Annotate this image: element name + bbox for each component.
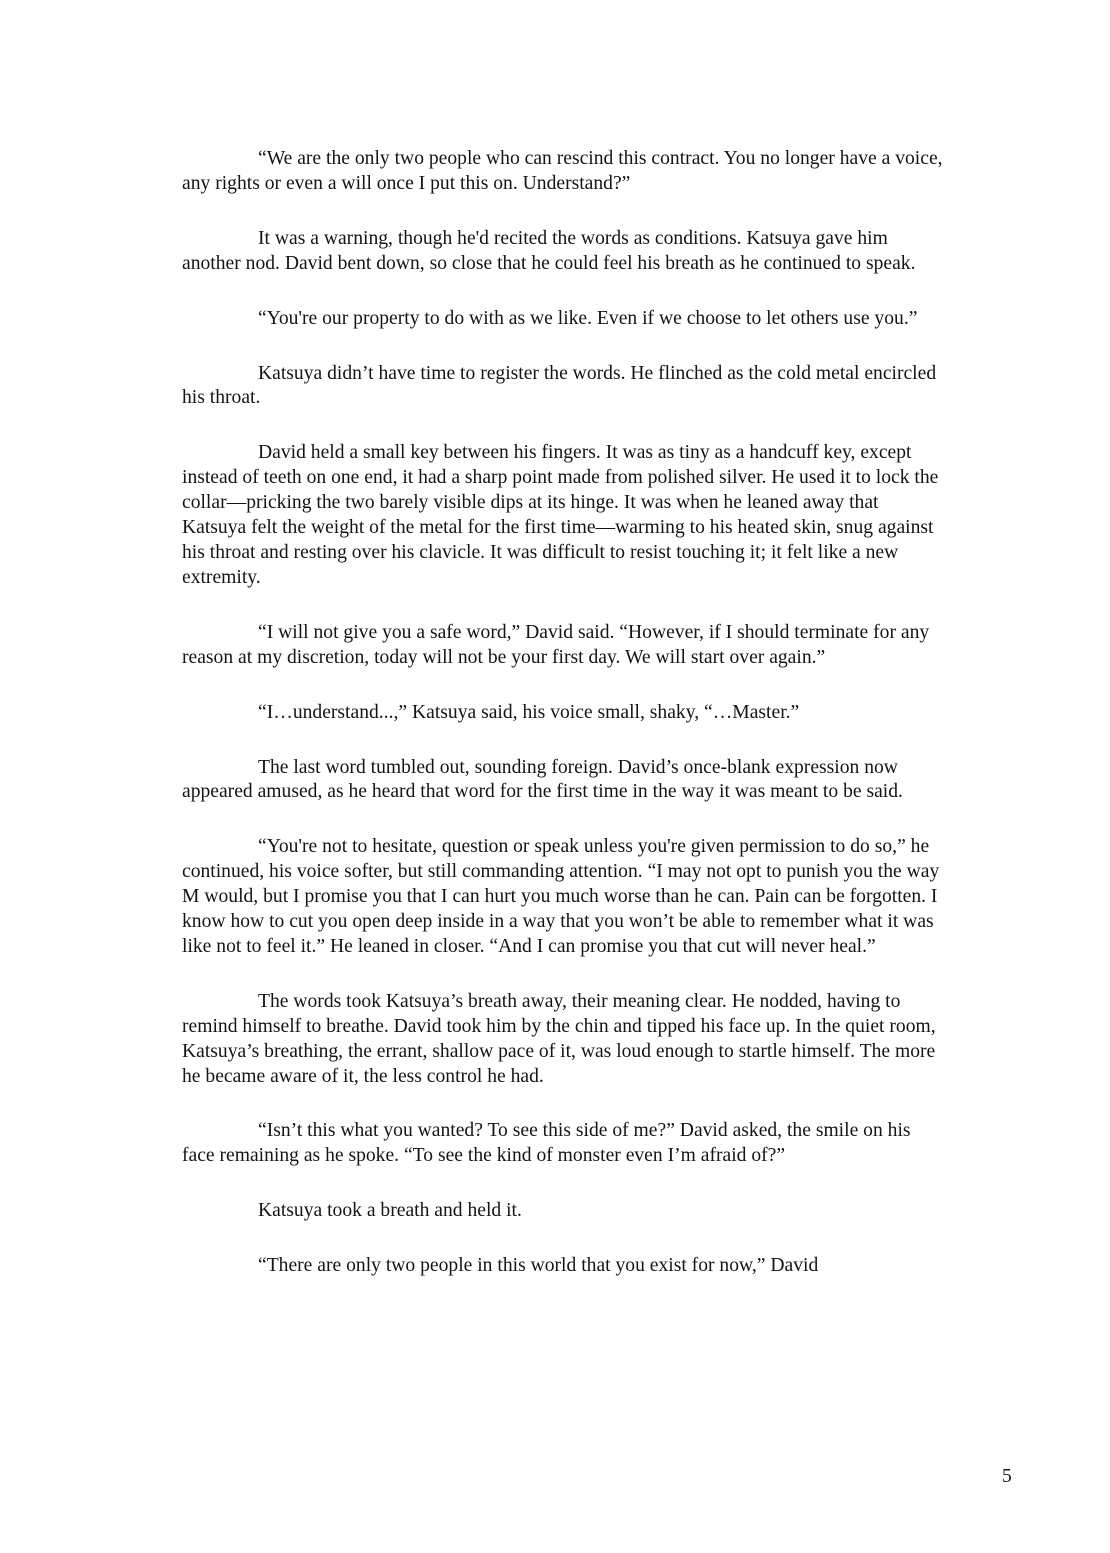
page-number: 5 — [1002, 1466, 1012, 1487]
paragraph-2: It was a warning, though he'd recited the words as conditions. Katsuya gave him another nod. David bent down, so close that he could feel his breath as he continued to speak. — [182, 227, 916, 274]
body-text — [182, 147, 944, 1309]
paragraph-1: “We are the only two people who can rescind this contract. You no longer have a voice, any rights or even a will once I put this on. Understand?” — [182, 148, 943, 194]
paragraph-10: The words took Katsuya’s breath away, their meaning clear. He nodded, having to remind himself to breathe. David took him by the chin and tipped his face up. In the quiet room, Katsuya’s breathing, the errant, shallow pace of it, was loud enough to startle himself. The more he became aware of it, the less control he had. — [182, 990, 936, 1087]
paragraph-12: Katsuya took a breath and held it. — [258, 1200, 522, 1222]
paragraph-3: “You're our property to do with as we like. Even if we choose to let others use you.” — [258, 307, 918, 329]
paragraph-5: David held a small key between his fingers. It was as tiny as a handcuff key, except instead of teeth on one end, it had a sharp point made from polished silver. He used it to lock the collar—pricking the two barely visible dips at its hinge. It was when he leaned away that Katsuya felt the weight of the metal for the first time—warming to his heated skin, snug against his throat and resting over his clavicle. It was difficult to resist touching it; it felt like a new extremity. — [182, 442, 939, 588]
paragraph-13: “There are only two people in this world that you exist for now,” David — [258, 1255, 819, 1277]
paragraph-7: “I…understand...,” Katsuya said, his voice small, shaky, “…Master.” — [258, 701, 800, 723]
paragraph-11: “Isn’t this what you wanted? To see this side of me?” David asked, the smile on his face remaining as he spoke. “To see the kind of monster even I’m afraid of?” — [182, 1120, 911, 1167]
paragraph-8: The last word tumbled out, sounding foreign. David’s once-blank expression now appeared amused, as he heard that word for the first time in the way it was meant to be said. — [182, 756, 903, 803]
paragraph-6: “I will not give you a safe word,” David said. “However, if I should terminate for any reason at my discretion, today will not be your first day. We will start over again.” — [182, 621, 930, 668]
paragraph-9: “You're not to hesitate, question or speak unless you're given permission to do so,” he continued, his voice softer, but still commanding attention. “I may not opt to punish you the way M would, but I promise you that I can hurt you much worse than he can. Pain can be forgotten. I know how to cut you open deep inside in a way that you won’t be able to remember what it was like not to feel it.” He leaned in closer. “And I can promise you that cut will never heal.” — [182, 836, 940, 957]
paragraph-4: Katsuya didn’t have time to register the words. He flinched as the cold metal encircled his throat. — [182, 362, 937, 409]
